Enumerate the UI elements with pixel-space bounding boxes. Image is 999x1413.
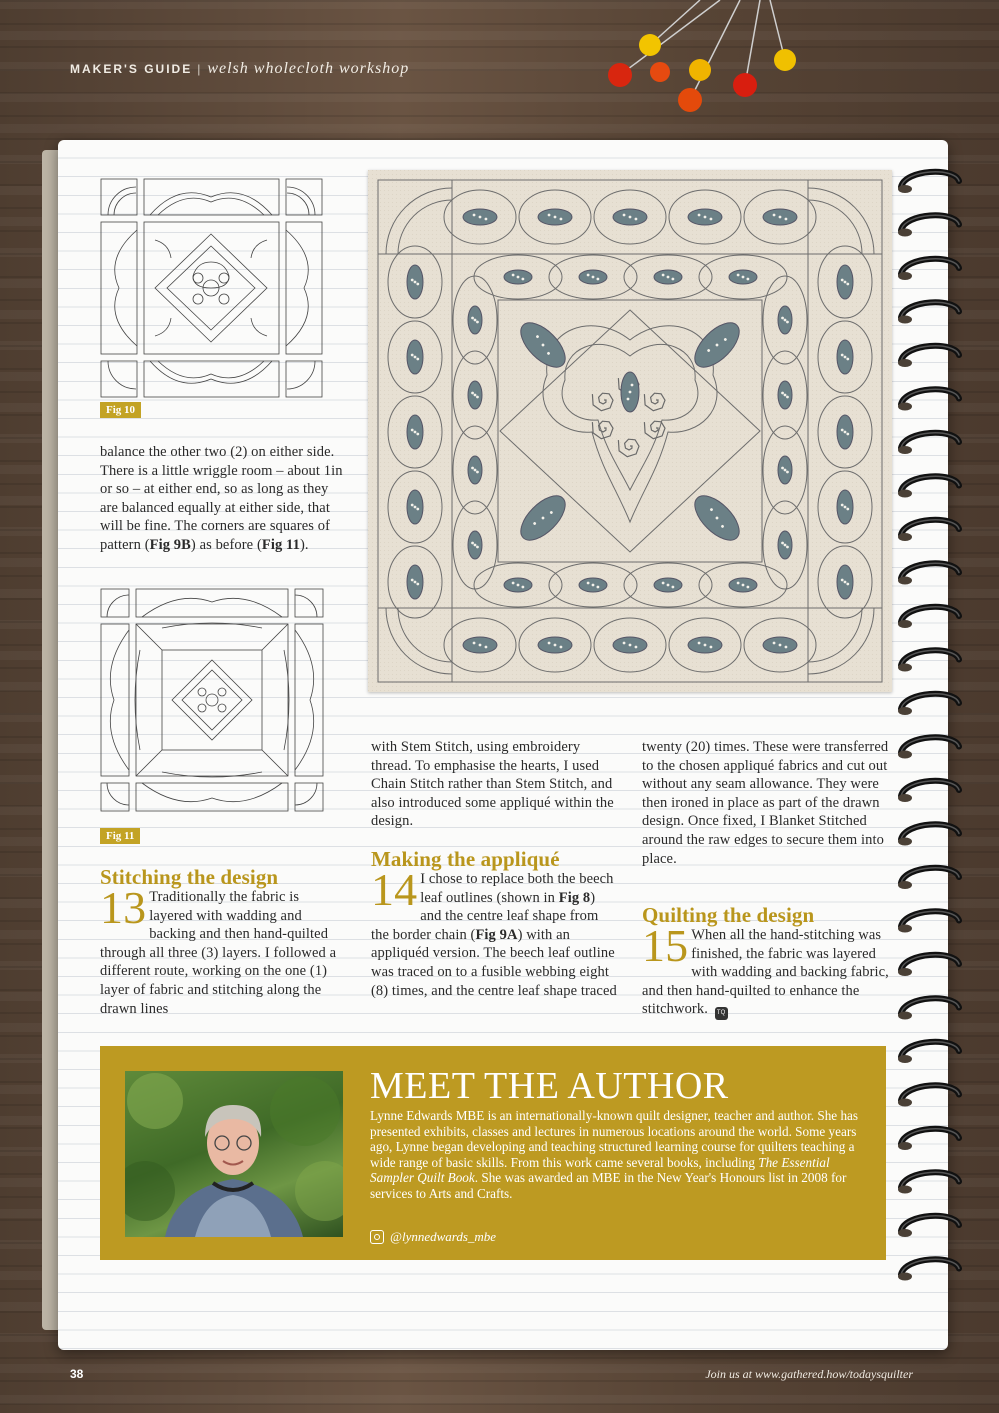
step15-number: 15 [642,920,689,971]
spiral-ring [898,1042,959,1063]
spiral-ring [898,172,959,193]
spiral-ring [898,868,959,889]
step15-text: When all the hand-stitching was finished, the fabric was layered with wadding and backing fabric, and then hand-quilted to enhance the stitchwork. [642,927,889,1018]
col1-text: balance the other two (2) on either side. There is a little wriggle room – about 1in or so – at either end, so as long as they are balanced equally at either side, that will be fine. The corners are squares of pattern [100,444,343,553]
section-subtitle: welsh wholecloth workshop [207,60,410,77]
spiral-ring [898,259,959,280]
spiral-ring [898,433,959,454]
end-mark-icon: TQ [715,1007,728,1020]
step15-section [642,904,892,1020]
fig9a-ref: Fig 9A [475,926,518,943]
author-bio-text-b: . She was awarded an MBE in the New Year's Honours list in 2008 for services to Arts and Crafts. [370,1170,847,1201]
author-box [100,1046,886,1260]
step14-section [371,848,619,1000]
step14-number: 14 [371,864,418,915]
step13-heading: Stitching the design [100,865,279,889]
pins-decoration [590,0,820,120]
spiral-ring [898,1085,959,1106]
instagram-icon [370,1230,384,1244]
fig10-diagram [100,178,323,398]
spiral-ring [898,1129,959,1150]
spiral-binding [895,165,965,1315]
step14-text-b: ) and the centre leaf shape from the border chain ( [371,889,599,943]
author-photo [125,1071,343,1237]
spiral-ring [898,520,959,541]
author-bio [370,1108,860,1201]
spiral-ring [898,563,959,584]
section-title: MAKER'S GUIDE [70,62,193,76]
spiral-ring [898,1259,959,1280]
spiral-ring [898,1172,959,1193]
step14-text-a: I chose to replace both the beech leaf outlines (shown in [420,871,614,906]
page-header [70,60,409,78]
spiral-ring [898,911,959,932]
col3-top: twenty (20) times. These were transferred to the chosen appliqué fabrics and cut out without any seam allowance. They were then ironed in place as part of the drawn design. Once fixed, I Blanket Stitched around the raw edges to secure them into place. [642,739,889,867]
spiral-ring [898,389,959,410]
fig9b-ref: Fig 9B [149,536,191,553]
spiral-ring [898,607,959,628]
spiral-ring [898,781,959,802]
step13-text: Traditionally the fabric is layered with wadding and backing and then hand-quilted through all three (3) layers. I followed a different route, working on the one (1) layer of fabric and stitching along the drawn lines [100,889,337,1017]
author-bio-text-a: Lynne Edwards MBE is an internationally-known quilt designer, teacher and author. She has presented exhibits, classes and lectures in numerous locations around the world. Some years ago, Lynne began developing and teaching structured learning course for quilters teaching a wide range of basic skills. From this work came several books, including [370,1108,859,1170]
author-social[interactable] [370,1229,496,1245]
spiral-ring [898,824,959,845]
col2-top: with Stem Stitch, using embroidery thread. To emphasise the hearts, I used Chain Stitch rather than Stem Stitch, and also introduced some appliqué within the design. [371,739,614,830]
spiral-ring [898,737,959,758]
spiral-ring [898,215,959,236]
footer-url[interactable]: Join us at www.gathered.how/todaysquilter [705,1367,913,1381]
spiral-ring [898,955,959,976]
spiral-ring [898,476,959,497]
spiral-ring [898,998,959,1019]
spiral-ring [898,302,959,323]
author-book-title: The Essential Sampler Quilt Book [370,1154,830,1185]
spiral-ring [898,1216,959,1237]
quilt-photo [368,170,892,692]
col1-text-mid: as before [199,536,254,553]
step14-heading: Making the appliqué [371,847,560,871]
header-separator: | [197,62,203,76]
spiral-ring [898,694,959,715]
step15-heading: Quilting the design [642,903,815,927]
author-handle[interactable]: @lynnedwards_mbe [390,1229,497,1244]
col1-paragraph: balance the other two (2) on either side. There is a little wriggle room – about 1in or so – at either end, so as long as they are balanced equally at either side, that will be fine. The corners are squares of pattern (Fig 9B) as before (Fig 11). [100,444,343,553]
author-title: MEET THE AUTHOR [370,1065,729,1107]
step13-section [100,866,343,1018]
spiral-ring [898,650,959,671]
page-number: 38 [70,1367,84,1381]
fig8-ref: Fig 8 [558,889,591,906]
fig11-label: Fig 11 [100,828,140,844]
fig11-diagram [100,588,324,812]
step14-text-c: ) with an appliquéd version. The beech leaf outline was traced on to a fusible webbing eight (8) times, and the centre leaf shape traced [371,926,617,999]
fig10-label: Fig 10 [100,402,141,418]
spiral-ring [898,346,959,367]
step13-number: 13 [100,882,147,933]
fig11-ref: Fig 11 [261,536,300,553]
